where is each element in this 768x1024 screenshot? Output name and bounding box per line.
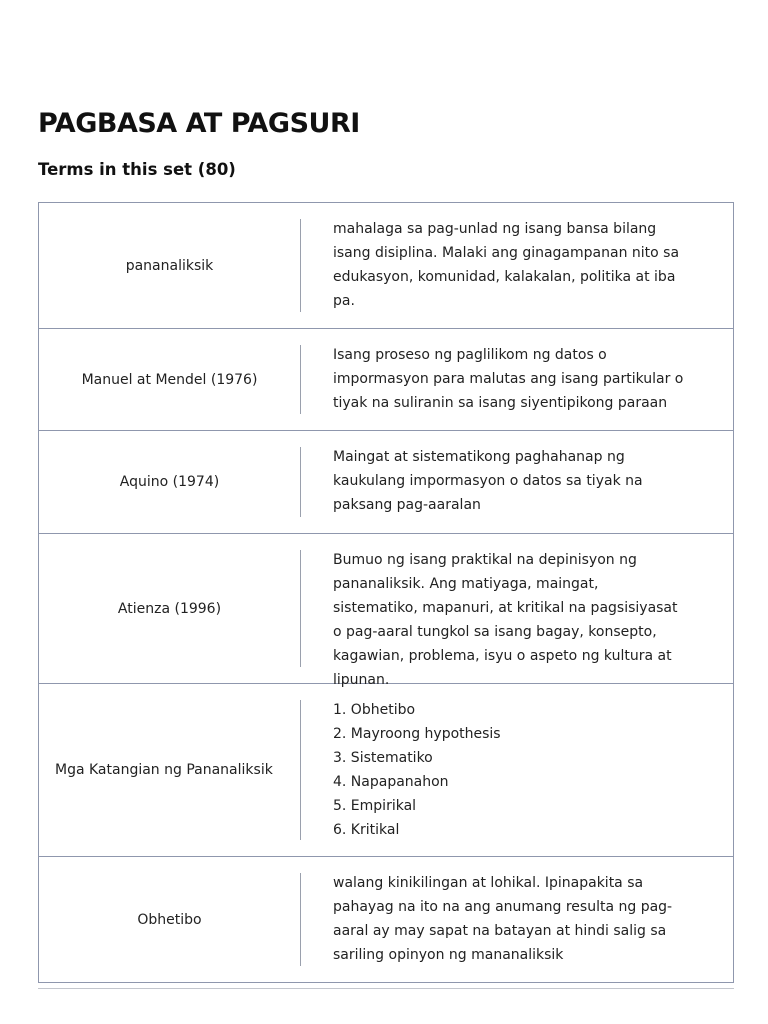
definition-list-item: 3. Sistematiko	[333, 750, 433, 766]
term-text: Mga Katangian ng Pananaliksik	[55, 762, 273, 778]
term-text: Atienza (1996)	[117, 600, 222, 617]
definition-list-item: 6. Kritikal	[333, 822, 400, 838]
definition-list-item: 5. Empirikal	[333, 798, 417, 814]
page-title: PAGBASA AT PAGSURI	[38, 108, 360, 139]
definition-text: Isang proseso ng paglilikom ng datos o impormasyon para malutas ang isang partikular o tiyak na suliranin sa isang siyentipikong paraan	[333, 347, 684, 411]
term-text: Aquino (1974)	[119, 474, 220, 490]
term-text: Manuel at Mendel (1976)	[81, 371, 258, 388]
term-card[interactable]	[39, 329, 733, 431]
definition-text: Maingat at sistematikong paghahanap ng kaukulang impormasyon o datos sa tiyak na paksang pag-aaralan	[333, 449, 643, 513]
term-card-list	[38, 202, 734, 983]
term-card[interactable]	[39, 857, 733, 983]
definition-list-item: 4. Napapanahon	[333, 774, 449, 790]
definition-list-item: 2. Mayroong hypothesis	[333, 726, 501, 742]
term-text: Obhetibo	[137, 911, 202, 928]
definition-text: Bumuo ng isang praktikal na depinisyon ng pananaliksik. Ang matiyaga, maingat, sistematiko, mapanuri, at kritikal na pagsisiyasat o pag-aaral tungkol sa isang bagay, konsepto, kagawian, problema, isyu o aspeto ng kultura at lipunan.	[333, 552, 678, 688]
bottom-divider	[38, 988, 734, 989]
term-card[interactable]	[39, 684, 733, 857]
definition-text	[301, 684, 733, 856]
term-card[interactable]	[39, 534, 733, 688]
term-card[interactable]	[39, 431, 733, 534]
term-text: pananaliksik	[125, 257, 214, 274]
definition-list-item: 1. Obhetibo	[333, 702, 416, 718]
term-card[interactable]	[39, 203, 733, 329]
definition-text: mahalaga sa pag-unlad ng isang bansa bilang isang disiplina. Malaki ang ginagampanan nito sa edukasyon, komunidad, kalakalan, politika at iba pa.	[333, 221, 680, 309]
definition-text: walang kinikilingan at lohikal. Ipinapakita sa pahayag na ito na ang anumang resulta ng pag-aaral ay may sapat na batayan at hindi salig sa sariling opinyon ng mananaliksik	[333, 875, 673, 963]
terms-count-heading: Terms in this set (80)	[38, 160, 236, 179]
